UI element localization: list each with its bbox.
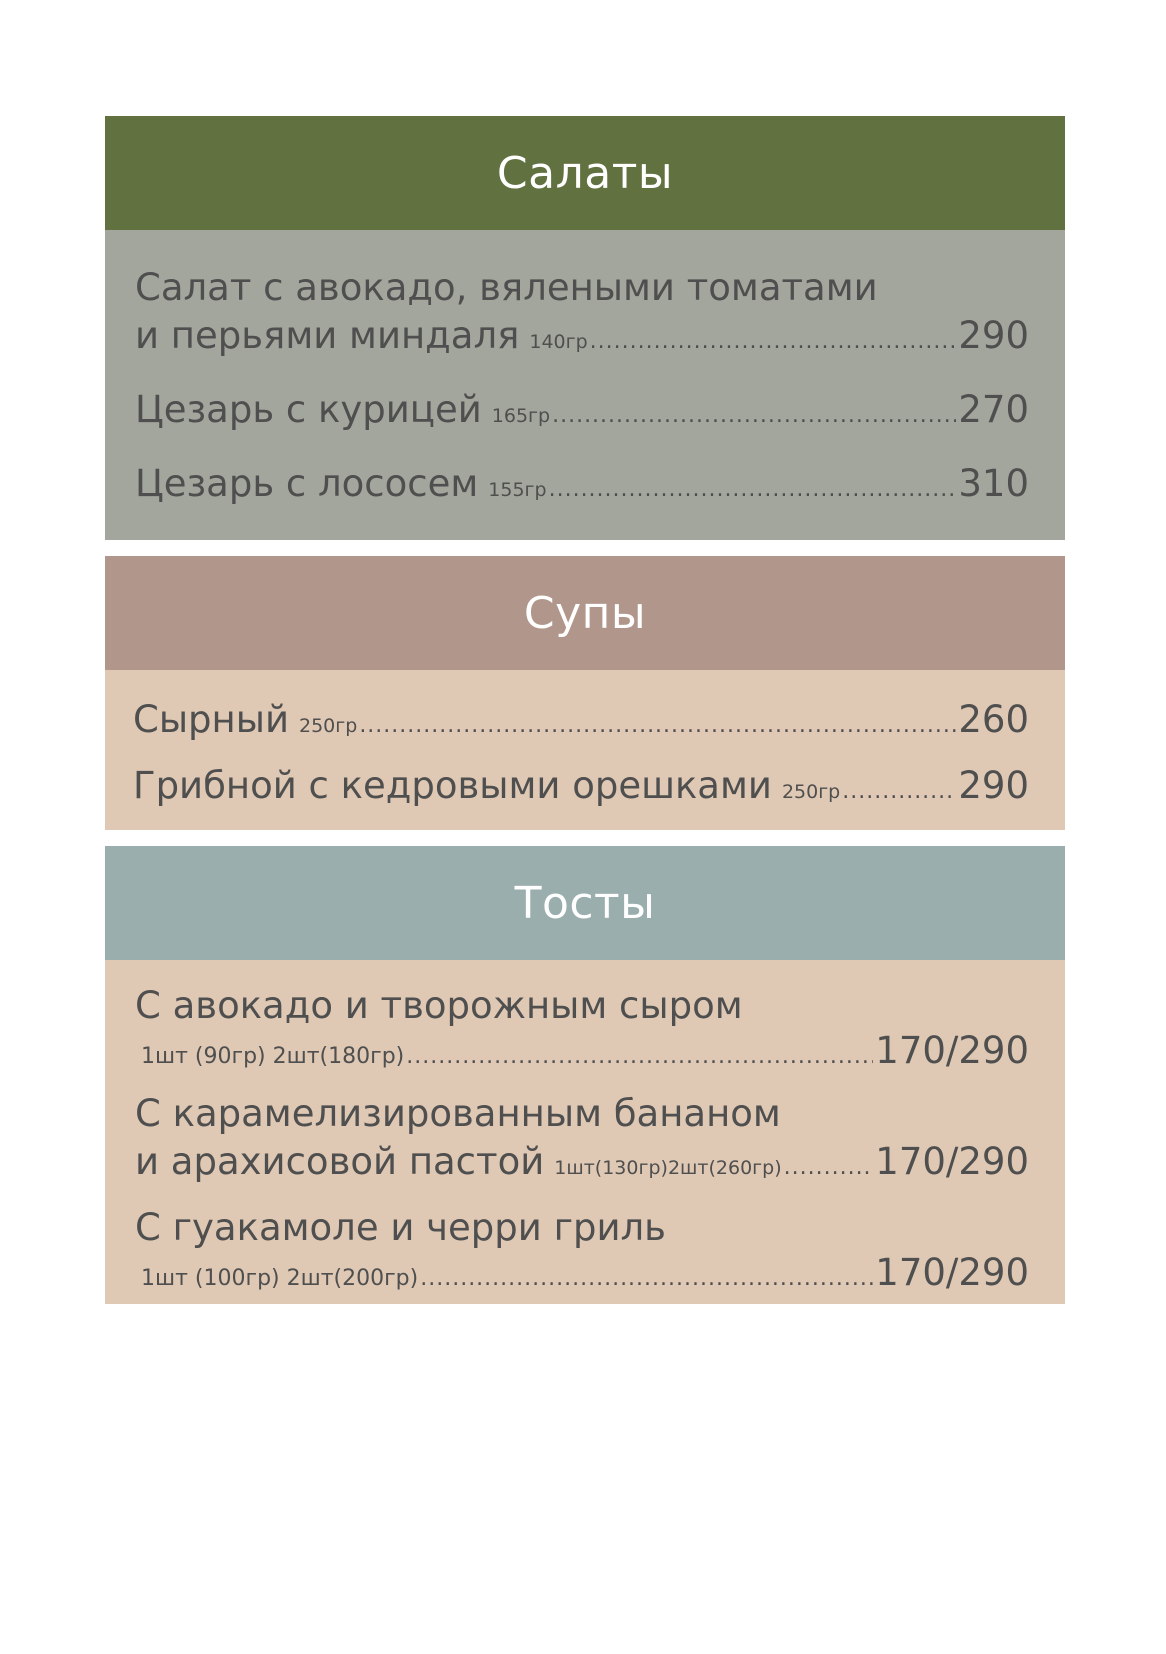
menu-item (135, 460, 1029, 514)
item-price: 170/290 (875, 1140, 1029, 1183)
salads-list (105, 230, 1065, 540)
dot-leader (406, 1046, 873, 1068)
soups-section (105, 556, 1065, 830)
dot-leader (784, 1157, 874, 1179)
toasts-list (105, 960, 1065, 1304)
item-name-cont: и арахисовой пастой (135, 1140, 545, 1183)
item-name: Цезарь с курицей (135, 388, 482, 431)
menu-item (133, 696, 1029, 750)
dot-leader (590, 331, 957, 353)
item-name: С гуакамоле и черри гриль (135, 1206, 666, 1249)
item-price: 260 (958, 698, 1029, 741)
item-price: 270 (958, 388, 1029, 431)
soups-list (105, 670, 1065, 830)
item-name: Цезарь с лососем (135, 462, 479, 505)
item-price: 290 (958, 314, 1029, 357)
item-weight: 1шт(130гр)2шт(260гр) (554, 1157, 782, 1179)
item-price: 170/290 (875, 1029, 1029, 1072)
section-title: Салаты (496, 147, 674, 199)
dot-leader (420, 1268, 873, 1290)
item-name: Грибной с кедровыми орешками (133, 764, 772, 807)
toasts-header (105, 846, 1065, 960)
soups-header (105, 556, 1065, 670)
menu-item (135, 386, 1029, 440)
item-name: Сырный (133, 698, 289, 741)
menu-item (133, 762, 1029, 816)
item-weight: 1шт (100гр) 2шт(200гр) (141, 1266, 419, 1291)
item-name: Салат с авокадо, вялеными томатами (135, 266, 878, 309)
menu-item (135, 1204, 1029, 1300)
item-name: С авокадо и творожным сыром (135, 984, 743, 1027)
salads-section (105, 116, 1065, 540)
toasts-section (105, 846, 1065, 1304)
dot-leader (552, 405, 956, 427)
item-weight: 1шт (90гр) 2шт(180гр) (141, 1044, 405, 1069)
item-name-cont: и перьями миндаля (135, 314, 520, 357)
section-title: Тосты (514, 877, 656, 929)
item-price: 310 (958, 462, 1029, 505)
dot-leader (549, 479, 957, 501)
item-weight: 165гр (491, 405, 551, 427)
menu-item (135, 264, 1029, 366)
section-title: Супы (523, 587, 647, 639)
menu-item (135, 1090, 1029, 1192)
item-weight: 140гр (529, 331, 588, 353)
item-weight: 250гр (781, 781, 841, 803)
item-weight: 250гр (299, 715, 358, 737)
item-price: 290 (958, 764, 1029, 807)
dot-leader (359, 715, 956, 737)
salads-header (105, 116, 1065, 230)
item-price: 170/290 (875, 1251, 1029, 1294)
dot-leader (842, 781, 956, 803)
menu-item (135, 982, 1029, 1078)
item-weight: 155гр (488, 479, 547, 501)
item-name: С карамелизированным бананом (135, 1092, 781, 1135)
